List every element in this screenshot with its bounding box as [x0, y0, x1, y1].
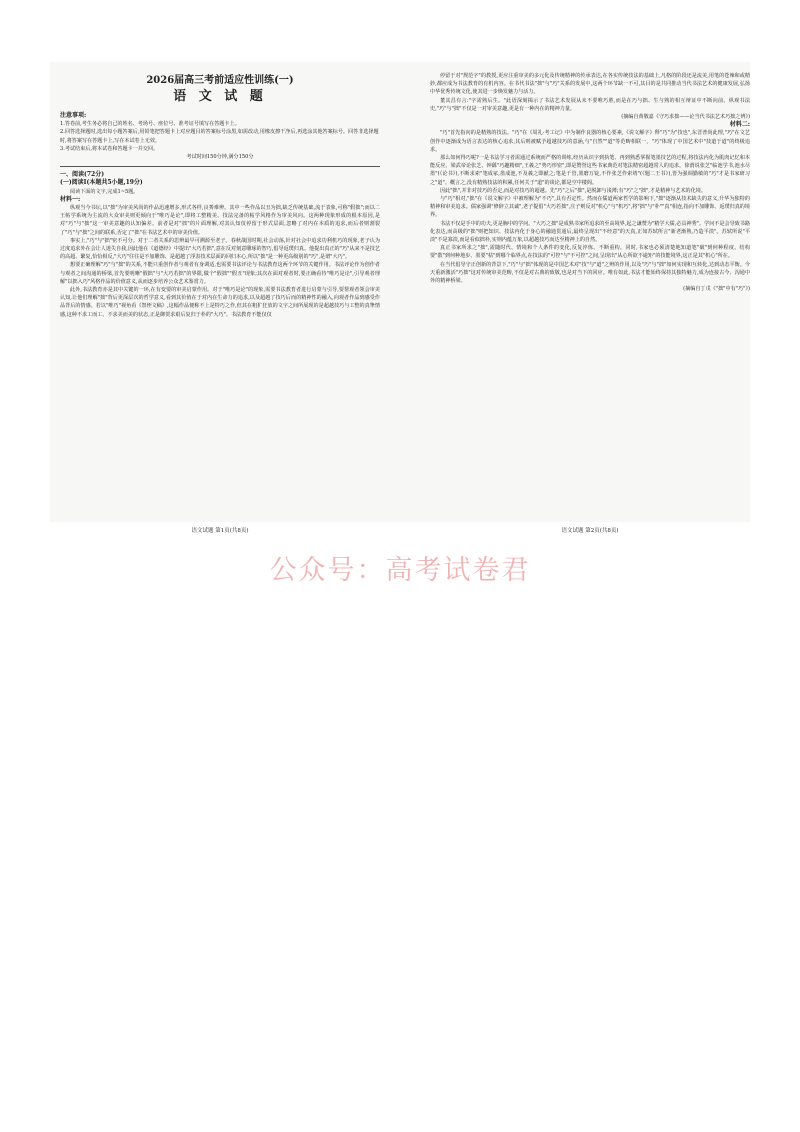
note-item: 2.回答选择题时,选出每小题答案后,用铅笔把答题卡上对应题目的答案标号涂黑,如需改动,用橡皮擦干净后,再选涂其他答案标号。回答非选择题时,将答案写在答题卡上,写在本试卷上无效。	[60, 129, 379, 144]
body-paragraph: 书法不仅是手中的功夫,更是胸中的学问。"大巧之拙"是成熟书家所追求的至高境界,起之谦赞为"精学大儒,必具神秀"。学问不是会导致书路化表达,而高级的"拙"则把知识、技法内化于身心的融通贯通后,最终呈现出"不经意"的天真,正如苏轼所言"新老渐熟,乃造平淡"。苏轼所说"平淡"不是寡淡,而是看似拙朴,实则内蕴万象,以超越技巧而达至精神上的自然。	[430, 220, 750, 244]
body-paragraph: 想要正确理解"巧"与"拙"的关系,不能只重创作者与观者有身调适,也需要书法评论与书法教育这两个环节的关键作用。书法评论作为创作者与观者之间沟通的桥梁,首先要明晰"假拙"与"大巧若拙"的界限,做个"假拙""假丑"现象;其次在面对观者时,要正确看待"唯巧是论",引导观者理解"以拙入巧"风格作品的价值意义,从而逐步培养公众艺术鉴赏力。	[60, 262, 380, 285]
body-paragraph: 董其昌有言:"字需熟后生。"此语深刻揭示了书法艺术发展从未不要唯巧胜,而是在巧与拙、生与熟的相互辩证中不断向前。纵观书法史,"巧"与"拙"不仅是一对审美意趣,更是有一种内在的精神力量。	[430, 97, 750, 112]
body-paragraph: "巧"首先指向的是精熟的技法。"巧"在《周礼·考工记》中为制作良器的核心要素,《说文解字》释"巧"为"技也",东晋普尚此理,"巧"在文艺创作中逐渐成为语言表达的核心追求,其后则被赋予超越技巧的意涵,与"自然""道"等范畴相联一。"巧"体现了中国艺术中"技道于道"的终极追求。	[430, 130, 750, 153]
body-paragraph: 与"巧"相对,"拙"在《说文解字》中被理解为"不巧",具有否定性。然而在儒道两家哲学的影响下,"拙"逐渐从技术缺失的意义,升华为独特的精神和审美追求。儒家强调"修辞立其诚",老子提倡"大巧若拙",庄子则反对"机心"与"机巧",将"拙"与"朴""真"相连,指向不加雕饰、返璞归真的境界。	[430, 196, 750, 219]
exam-title: 2026届高三考前适应性训练(一)	[146, 75, 294, 86]
subsection-heading: (一)阅读I(本题共5小题,19分)	[60, 179, 143, 187]
source-citation: (摘编自丁戊《"拙"中有"巧"》)	[683, 286, 750, 293]
body-paragraph: 在当代倡导守正创新的背景下,"巧"与"拙"体现的是中国艺术对"技"与"道"之辨的作用,以及"巧"与"拙"如何实现和互转化,达到动态平衡。今天重新激活"巧拙"这对传统审美范畴,不仅是对古典的致敬,也是对当下的回应。唯有如此,书法才能始终保持其独特魅力,成为连接古今、沟通中外的精神桥梁。	[430, 261, 750, 285]
body-paragraph: 那么如何得巧呢?一是书法学习者需通过系统而严格的训练,经历从识字到执笔、再到熟悉掌握笔墨技艺的过程,将技法内化为肌肉记忆和本能反应。梁武帝论张芝、钟繇"巧趣精细",王羲之"势巧形密",即是赞誉这些书家典范对笔法精密超越常人的追求。徐渭说张芝"临池学书,池水尽墨"(《论书》),不断求索"笔成冢,墨成池,不及羲之即献之;笔是千管,墨磨万锭,不作张芝作索靖"(《题二王书》),皆为强调勤敏的"巧"才是书家研习之"道"。概言之,没有精熟技法的积累,任何关于"道"的谈论,都是空中楼阁。	[430, 155, 750, 186]
body-paragraph: 事实上,"巧"与"拙"密不可分。对于二者关系的思辨最早可溯源至老子。春秋战国时期,社会动荡,针对社会中追求功利机巧的现象,老子认为过度追求外在会让人迷失自我,因此他在《道德经》中提出"大巧若拙",意在反对刻意雕琢的智巧,倡导返璞归真。他提出真正的"巧"从来不是技艺的高超、繁复,恰恰相反,"大巧"往往是不加雕饰、是超越了浮表技术层面的回归本心,所以"拙"是一种更高级别的"巧",是谓"大巧"。	[60, 237, 380, 261]
section-heading: 一、阅读(72分)	[60, 171, 105, 179]
source-citation: (摘编自黄敬嘉《守巧求拙——论当代书法艺术巧拙之辨》)	[621, 114, 750, 121]
divider	[60, 166, 380, 167]
body-paragraph: 此外,书法教育亦是其中关键的一环,在有变要的审美启蒙作用。对于"唯巧是论"的现象,需要书法教育者进行启蒙与引导,要帮观者领会审美认知,让他们理解"拙"背后更深层次的哲学意义,看到其价值在于对内在生命力的追求,以及超越了技巧后而的精神性的融入,向观者作品到感受作品背后的情感。若以"唯巧"视角看《祭侄文稿》,这幅作品便称不上是特巧之作,但其在粗犷狂放的文字之间所展现的是超越技巧与工整的真挚情感,这种不求工而工、不求美而美的状态,正是御贺求艰后复归于朴的"大巧"。书法教育不能仅仅	[60, 287, 380, 318]
exam-info: 考试时间150分钟,满分150分	[186, 154, 254, 161]
exam-page-2	[430, 72, 750, 512]
body-paragraph: 因此"拙",并非对技巧的否定,而是对技巧的超越。先"巧"之后"拙",是脱卸与浅薄;有"巧"之"拙",才是精神与艺术的化境。	[440, 187, 706, 194]
body-paragraph: 真正书家所求之"拙",需随时代、情境和个人条件的变化,反复淬炼、不断重构。同时,书家也必须清楚地知道笔"破"到何种程度、结构要"散"到何种地步、墨要"枯"到哪个临界点,在技法的"可控"与"不可控"之间,呈现出"从心所欲不逾矩"的技能境界,这正是其"机心"所在。	[430, 245, 750, 260]
note-item: 3.考试结束后,将本试卷和答题卡一并交回。	[60, 145, 159, 152]
exam-page-1	[60, 72, 380, 512]
body-paragraph: 停留于对"规范字"的教授,更应注重审美的多元化及传统精神的传承表达,在各实传统技法的基础上,凡格的阶段还是流美,用笔的苍辣和或精妙,都应成为书法教育的有机内容。在书代书法"拙"与"巧"关系的发展中,这两个环节缺一不可,其目的是共同推动当代书法艺术的健康发展,弘扬中华优秀传统文化,使其进一步焕发魅力与活力。	[430, 73, 750, 96]
exam-subject: 语 文 试 题	[173, 89, 267, 104]
body-paragraph: 纵观当今书坛,以"拙"为审美风尚的作品迅速增多,形式各样,良莠难辨。其中一些作品以丑为拙,缺乏传统基础,流于表象,可称"假拙";而以二王帖学系统为主流的大众审美则更倾向于"唯巧是论",即将工整精美、技法完备的帖学风格作为审美风向。这两种现象形成的根本原因,是对"巧"与"拙"这一审美意趣的认知偏差。前者是对"拙"的片面理解,对其认知仅停留于形式层面,忽略了对内在本质的追求,而后者则割裂了"巧"与"拙"之间的联系,否定了"拙"在书法艺术中的审美价值。	[60, 205, 380, 236]
material-label: 材料一:	[60, 195, 81, 203]
material-label: 材料二:	[729, 121, 750, 129]
note-item: 1.答卷前,考生务必将自己的姓名、考场号、座位号、准考证号填写在答题卡上。	[60, 121, 240, 128]
watermark-text: 公众号：高考试卷君	[269, 555, 531, 586]
instruction: 阅读下面的文字,完成1~5题。	[70, 188, 139, 195]
notes-heading: 注意事项:	[60, 112, 87, 119]
page-footer: 语文试题 第1页(共8页)	[191, 528, 249, 534]
page-footer: 语文试题 第2页(共8页)	[561, 528, 619, 534]
